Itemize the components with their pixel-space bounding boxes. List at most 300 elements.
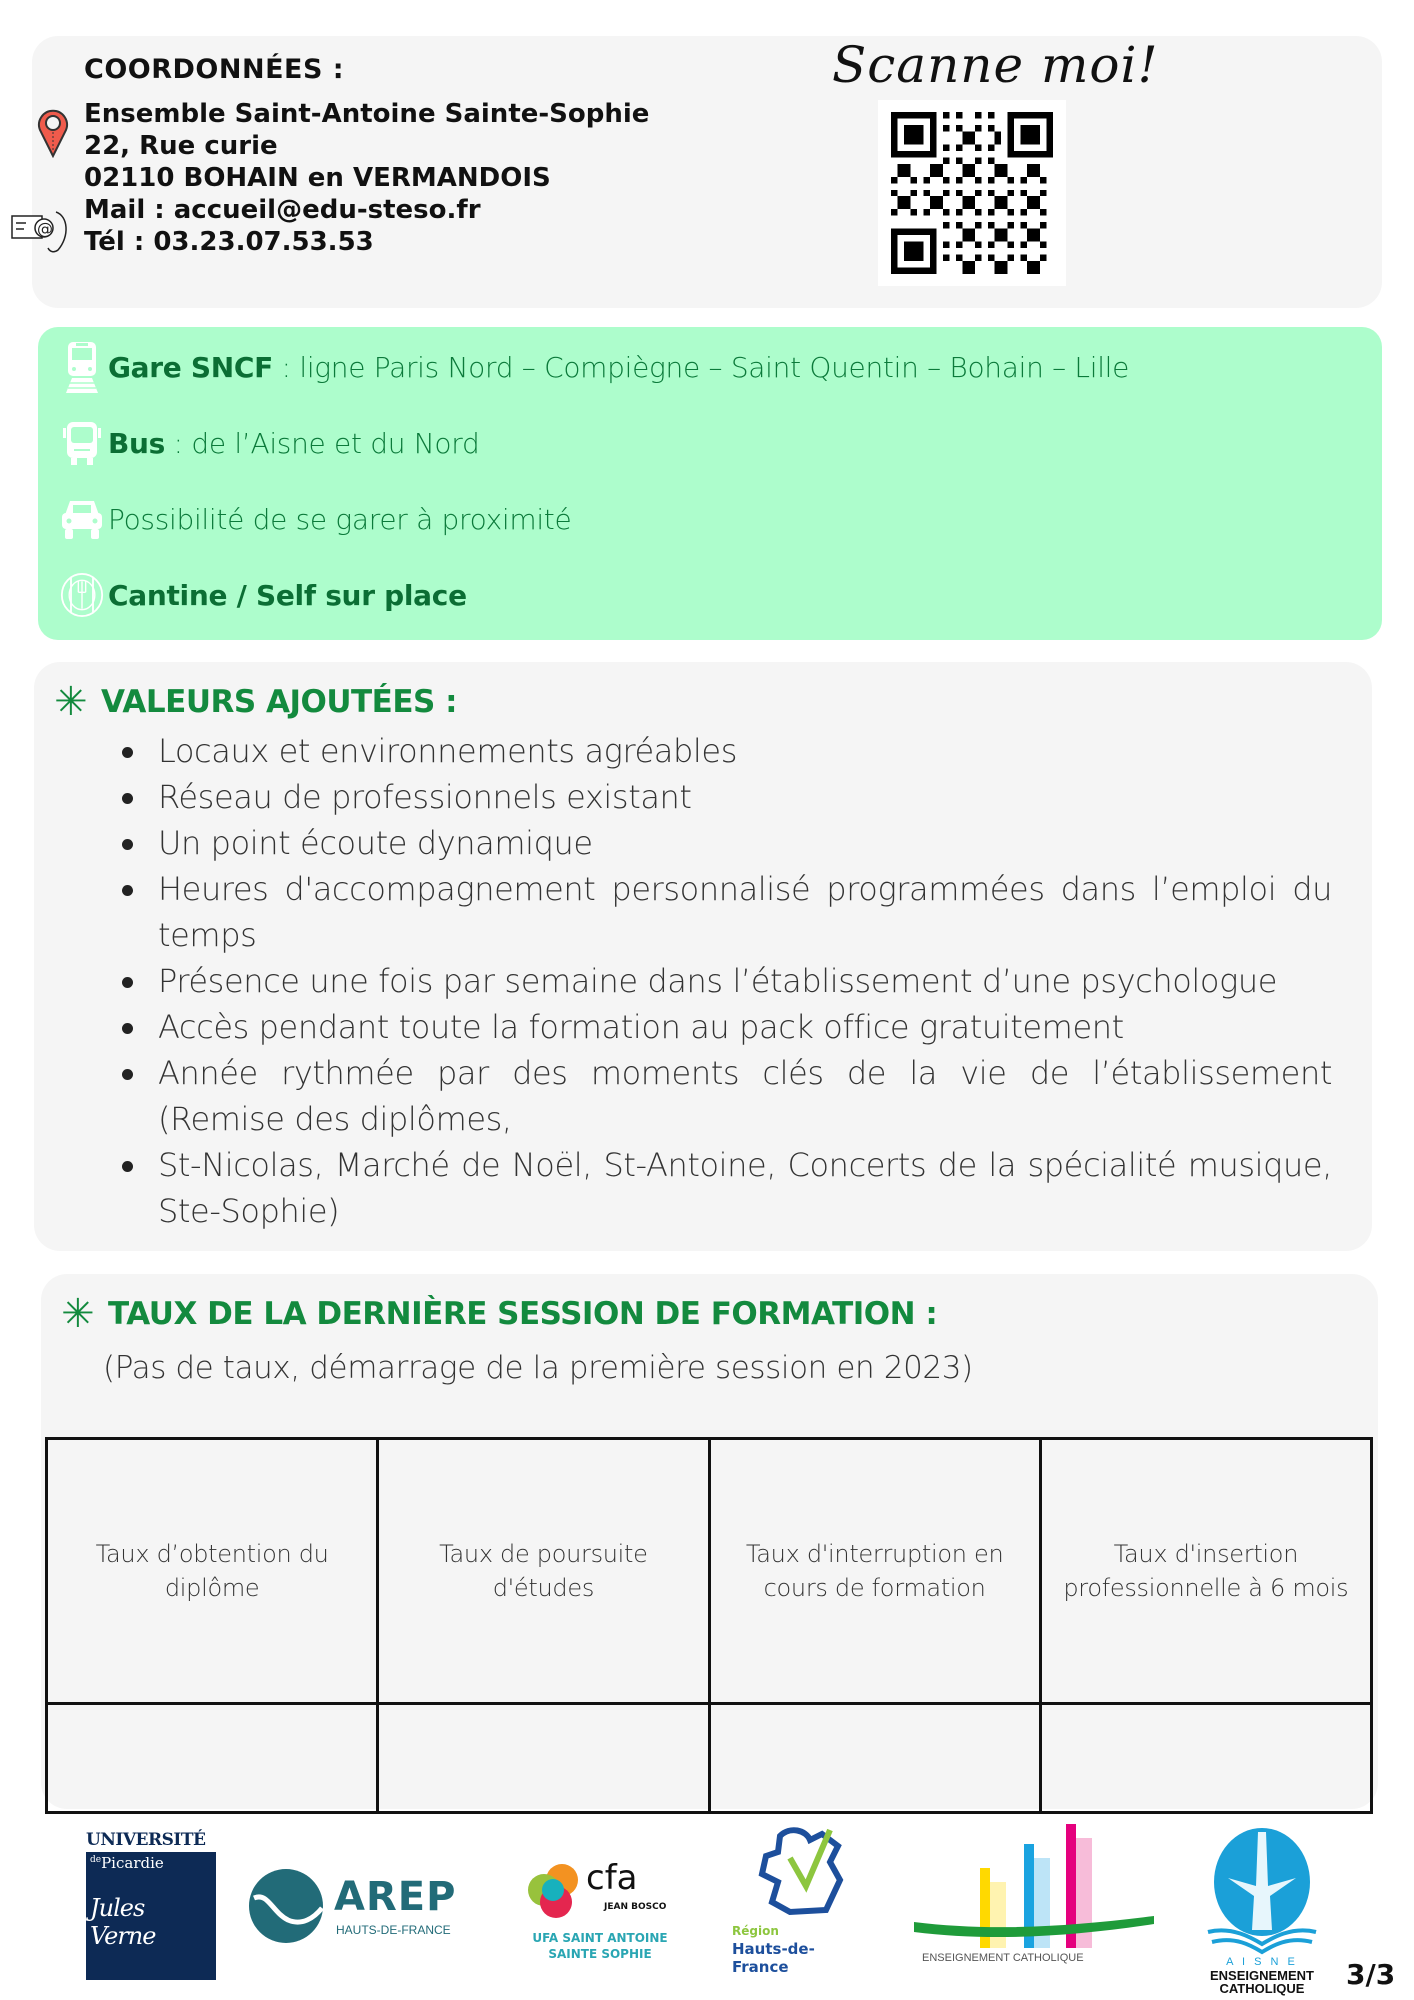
qr-module [904,229,910,235]
transport-label-train: Gare SNCF [108,350,273,384]
qr-module [995,203,1001,209]
qr-module [988,177,994,183]
qr-module [923,177,929,183]
qr-module [923,190,929,196]
qr-module [891,261,897,267]
qr-module [1027,235,1033,241]
qr-module [930,138,936,144]
qr-module [1027,151,1033,157]
qr-module [891,144,897,150]
bullet-icon [122,793,133,804]
qr-code-pattern [890,112,1054,274]
qr-module [1040,242,1046,248]
qr-module [930,170,936,176]
list-item: Présence une fois par semaine dans l’établissement d’une psychologue [122,958,1332,1004]
qr-module [975,177,981,183]
contact-line-phone[interactable]: Tél : 03.23.07.53.53 [84,227,374,257]
qr-module [904,131,910,137]
qr-module [1001,229,1007,235]
qr-module [988,144,994,150]
qr-module [1034,138,1040,144]
qr-module [930,203,936,209]
qr-module [923,268,929,274]
qr-module [1034,125,1040,131]
qr-module [910,151,916,157]
qr-module [1040,255,1046,261]
qr-module [1034,261,1040,267]
qr-module [910,255,916,261]
qr-module [995,261,1001,267]
map-pin-icon [36,108,70,158]
qr-module [1027,112,1033,118]
region-line2: Hauts-de-France [732,1940,815,1976]
qr-module [917,242,923,248]
qr-module [962,131,968,137]
qr-module [1047,118,1053,124]
qr-module [988,190,994,196]
rates-title: TAUX DE LA DERNIÈRE SESSION DE FORMATION : [108,1296,938,1332]
header-cell-poursuite: Taux de poursuite d'études [378,1439,709,1704]
qr-module [1027,196,1033,202]
qr-module [910,248,916,254]
qr-module [956,144,962,150]
qr-module [917,112,923,118]
qr-module [1014,151,1020,157]
upjv-block [86,1852,216,1980]
qr-module [891,268,897,274]
qr-module [975,144,981,150]
logo-upjv [86,1830,220,1982]
qr-module [930,151,936,157]
qr-module [1040,177,1046,183]
qr-module [930,112,936,118]
qr-module [943,255,949,261]
qr-module [975,209,981,215]
bullet-icon [122,1161,133,1172]
qr-module [910,112,916,118]
qr-module [956,157,962,163]
qr-module [923,229,929,235]
qr-module [943,242,949,248]
qr-module [1034,229,1040,235]
qr-module [1008,255,1014,261]
qr-module [1034,268,1040,274]
aisne-text: A I S N E ENSEIGNEMENT CATHOLIQUE [1209,1956,1314,1996]
qr-module [995,268,1001,274]
list-item: Un point écoute dynamique [122,820,1332,866]
qr-module [1047,151,1053,157]
transport-text-car [108,503,571,536]
qr-module [930,196,936,202]
qr-module [943,209,949,215]
qr-module [956,222,962,228]
qr-module [904,125,910,131]
qr-module [943,144,949,150]
qr-module [897,164,903,170]
transport-text-train [108,351,1129,384]
contact-line-city: 02110 BOHAIN en VERMANDOIS [84,163,551,193]
qr-module [891,248,897,254]
qr-module [904,170,910,176]
qr-module [1034,235,1040,241]
qr-module [904,203,910,209]
qr-module [962,235,968,241]
values-card [34,662,1372,1251]
qr-module [1040,151,1046,157]
qr-module [1027,229,1033,235]
qr-module [975,190,981,196]
qr-module [891,112,897,118]
qr-module [897,151,903,157]
value-cell-poursuite [378,1704,709,1813]
qr-module [1027,164,1033,170]
qr-module [988,255,994,261]
qr-module [1008,190,1014,196]
asterisk-icon: ✳ [54,679,88,725]
qr-module [897,203,903,209]
qr-module [943,222,949,228]
qr-module [910,209,916,215]
qr-module [962,268,968,274]
qr-module [969,131,975,137]
list-item: Locaux et environnements agréables [122,728,1332,774]
list-item: Accès pendant toute la formation au pack office gratuitement [122,1004,1332,1050]
qr-module [897,229,903,235]
qr-code[interactable] [878,100,1066,286]
qr-module [891,242,897,248]
logo-cfa [526,1858,686,1962]
qr-module [936,203,942,209]
qr-module [891,190,897,196]
list-item: Réseau de professionnels existant [122,774,1332,820]
qr-module [1008,125,1014,131]
qr-module [943,190,949,196]
qr-module [930,164,936,170]
qr-module [936,170,942,176]
qr-module [1021,151,1027,157]
values-heading [54,679,458,725]
qr-module [1021,190,1027,196]
upjv-picardie: Picardie [101,1854,164,1872]
value-cell-obtention [47,1704,378,1813]
transport-text-canteen [108,579,467,612]
rates-table [45,1437,1373,1814]
qr-module [1021,131,1027,137]
qr-module [1021,177,1027,183]
arep-sub: HAUTS-DE-FRANCE [336,1923,451,1937]
qr-module [891,177,897,183]
qr-module [956,255,962,261]
qr-module [956,112,962,118]
qr-module [904,151,910,157]
qr-module [930,268,936,274]
svg-text:@: @ [37,219,53,238]
qr-module [975,125,981,131]
transport-desc-car: Possibilité de se garer à proximité [108,502,572,536]
qr-module [943,177,949,183]
qr-module [988,112,994,118]
page-number: 3/3 [1346,1958,1396,1991]
qr-module [1008,144,1014,150]
values-title: VALEURS AJOUTÉES : [101,684,458,720]
qr-module [917,255,923,261]
bullet-icon [122,1023,133,1034]
qr-module [995,229,1001,235]
cfa-name: cfa [586,1858,638,1898]
qr-module [988,157,994,163]
qr-module [1021,138,1027,144]
qr-module [930,125,936,131]
qr-module [904,248,910,254]
transport-item-bus [60,413,479,473]
transport-desc-bus: : de l’Aisne et du Nord [165,426,480,460]
arep-circle-icon [248,1868,324,1944]
qr-module [1047,138,1053,144]
bullet-icon [122,977,133,988]
qr-module [1047,112,1053,118]
qr-module [1001,268,1007,274]
qr-module [1034,131,1040,137]
qr-module [995,131,1001,137]
aisne-globe-icon [1202,1826,1322,1956]
transport-item-car [60,489,571,549]
qr-module [910,131,916,137]
qr-module [1001,203,1007,209]
qr-module [923,112,929,118]
list-item: Heures d'accompagnement personnalisé programmées dans l’emploi du temps [122,866,1332,958]
values-list [122,728,1332,1234]
qr-module [995,164,1001,170]
qr-module [969,170,975,176]
qr-module [891,229,897,235]
qr-module [910,177,916,183]
region-map-icon [750,1822,850,1922]
qr-module [917,268,923,274]
qr-module [962,138,968,144]
qr-module [891,131,897,137]
qr-module [910,125,916,131]
qr-module [936,164,942,170]
contact-line-name: Ensemble Saint-Antoine Sainte-Sophie [84,99,650,129]
qr-module [1008,131,1014,137]
qr-module [910,190,916,196]
cfa-sub: JEAN BOSCO [604,1902,667,1912]
transport-label-bus: Bus [108,426,166,460]
qr-module [1021,242,1027,248]
qr-module [988,242,994,248]
transport-text-bus [108,427,479,460]
qr-module [969,229,975,235]
mail-phone-icon [10,206,76,254]
contact-title: COORDONNÉES : [84,54,345,85]
qr-module [1034,164,1040,170]
qr-module [1008,242,1014,248]
asterisk-icon: ✳ [61,1291,95,1337]
header-cell-insertion: Taux d'insertion professionnelle à 6 mois [1040,1439,1371,1704]
qr-module [1021,255,1027,261]
enseignement-label: ENSEIGNEMENT CATHOLIQUE [922,1952,1084,1964]
qr-module [956,209,962,215]
qr-module [1027,268,1033,274]
qr-module [891,209,897,215]
qr-module [891,255,897,261]
qr-module [923,209,929,215]
qr-module [897,112,903,118]
qr-module [910,242,916,248]
qr-module [975,255,981,261]
qr-module [917,229,923,235]
cfa-circles-icon [526,1862,586,1922]
qr-module [917,151,923,157]
qr-module [995,138,1001,144]
qr-module [1021,125,1027,131]
qr-module [930,118,936,124]
qr-module [891,118,897,124]
qr-module [1027,131,1033,137]
qr-module [1047,144,1053,150]
qr-module [1027,138,1033,144]
qr-module [962,261,968,267]
rates-heading [61,1291,938,1337]
rates-subtitle: (Pas de taux, démarrage de la première session en 2023) [103,1350,973,1386]
cfa-ufa: UFA SAINT ANTOINE SAINTE SOPHIE [532,1931,668,1961]
qr-module [969,138,975,144]
logo-aisne [1196,1826,1326,1998]
qr-module [891,138,897,144]
qr-module [936,196,942,202]
value-cell-insertion [1040,1704,1371,1813]
qr-module [930,235,936,241]
region-line1: Région [732,1924,779,1938]
qr-module [1021,209,1027,215]
bus-icon [60,415,104,471]
list-item: St-Nicolas, Marché de Noël, St-Antoine, Concerts de la spécialité musique, Ste-Sophie) [122,1142,1332,1234]
qr-module [975,242,981,248]
transport-item-train [60,337,1129,397]
table-header-row [47,1439,1372,1704]
qr-module [904,255,910,261]
qr-module [1001,261,1007,267]
qr-module [988,125,994,131]
qr-module [923,151,929,157]
qr-module [956,190,962,196]
qr-module [1034,170,1040,176]
header-cell-obtention: Taux d’obtention du diplôme [47,1439,378,1704]
qr-module [1040,112,1046,118]
scan-me-label: Scanne moi! [832,36,1159,94]
enseignement-bars-icon [914,1820,1154,1950]
header-cell-interruption: Taux d'interruption en cours de formation [709,1439,1040,1704]
qr-module [1034,196,1040,202]
logo-enseignement-catholique [914,1820,1154,1970]
qr-module [904,242,910,248]
qr-module [1021,222,1027,228]
qr-module [1034,203,1040,209]
qr-module [995,196,1001,202]
qr-module [969,268,975,274]
qr-module [1027,203,1033,209]
transport-panel [38,327,1382,640]
qr-module [962,229,968,235]
qr-module [1001,170,1007,176]
qr-module [1047,131,1053,137]
qr-module [1008,118,1014,124]
transport-label-canteen: Cantine / Self sur place [108,578,467,612]
contact-line-mail[interactable]: Mail : accueil@edu-steso.fr [84,195,481,225]
qr-module [904,196,910,202]
qr-module [930,261,936,267]
qr-module [891,235,897,241]
transport-item-canteen [60,565,467,625]
qr-module [1034,151,1040,157]
qr-module [1008,151,1014,157]
qr-module [962,196,968,202]
table-row [47,1704,1372,1813]
qr-module [1040,222,1046,228]
qr-module [930,248,936,254]
qr-module [969,203,975,209]
qr-module [1008,138,1014,144]
upjv-de: de [90,1855,102,1865]
qr-module [962,164,968,170]
qr-module [1034,112,1040,118]
qr-module [975,112,981,118]
qr-module [988,209,994,215]
bullet-icon [122,839,133,850]
upjv-line1: UNIVERSITÉ [86,1830,206,1850]
qr-module [1014,112,1020,118]
cutlery-icon [60,567,104,623]
qr-module [1040,190,1046,196]
logo-region-hdf [730,1822,870,1976]
transport-desc-train: : ligne Paris Nord – Compiègne – Saint Quentin – Bohain – Lille [273,350,1130,384]
qr-module [1047,125,1053,131]
qr-module [969,235,975,241]
qr-module [995,235,1001,241]
qr-module [962,170,968,176]
qr-module [897,268,903,274]
qr-module [910,268,916,274]
qr-module [1040,209,1046,215]
qr-module [917,248,923,254]
qr-module [897,170,903,176]
qr-module [1021,112,1027,118]
qr-module [930,144,936,150]
qr-module [969,261,975,267]
contact-card [32,36,1382,308]
qr-module [943,112,949,118]
qr-module [1027,125,1033,131]
qr-module [988,222,994,228]
bullet-icon [122,1069,133,1080]
qr-module [891,125,897,131]
qr-module [1008,222,1014,228]
qr-module [904,268,910,274]
qr-module [1008,209,1014,215]
qr-module [1027,170,1033,176]
qr-module [904,138,910,144]
bullet-icon [122,747,133,758]
qr-module [904,164,910,170]
car-icon [60,491,104,547]
qr-module [917,138,923,144]
contact-address [84,98,649,258]
qr-module [910,229,916,235]
bullet-icon [122,885,133,896]
qr-module [943,125,949,131]
qr-module [956,242,962,248]
qr-module [975,157,981,163]
